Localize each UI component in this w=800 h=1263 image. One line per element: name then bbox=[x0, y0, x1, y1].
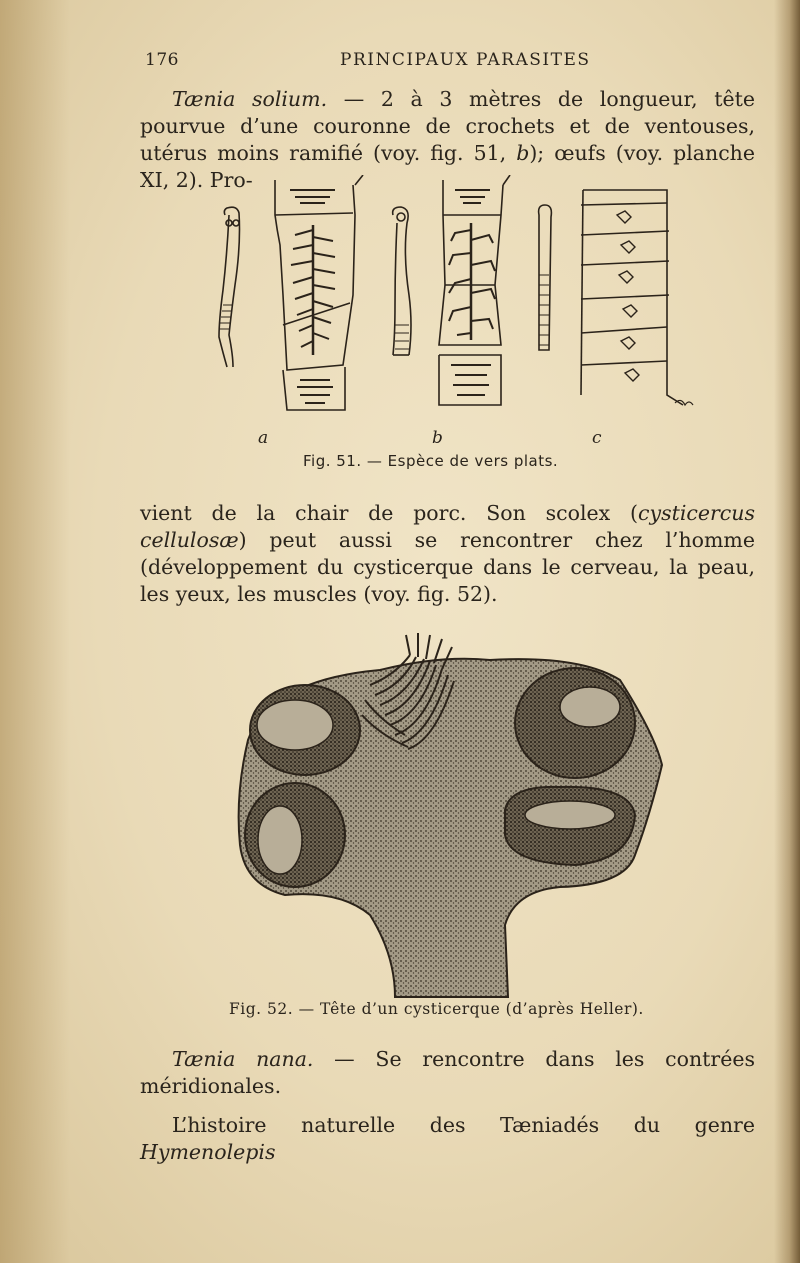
page-binding-edge bbox=[774, 0, 800, 1263]
running-title: PRINCIPAUX PARASITES bbox=[340, 50, 591, 70]
figure-label-b: b bbox=[432, 428, 443, 448]
genus-name: Hymenolepis bbox=[140, 1140, 276, 1164]
figure-52-cysticercus-head bbox=[230, 625, 670, 1000]
worm-a-thin bbox=[219, 207, 240, 367]
paragraph-scolex bbox=[140, 500, 755, 608]
figure-label-a: a bbox=[258, 428, 269, 448]
worm-b-thin bbox=[393, 207, 411, 355]
sucker-top-right bbox=[515, 668, 635, 778]
paragraph-text: — 2 à 3 mètres de longueur, tête pourvue d’une couronne de crochets et de ventouses, utérus moins ramifié (voy. fig. 51, bbox=[140, 87, 755, 165]
figure-52-caption: Fig. 52. — Tête d’un cysticerque (d’après Heller). bbox=[229, 1000, 644, 1018]
paragraph-text: vient de la chair de porc. Son scolex ( bbox=[140, 501, 638, 525]
paragraph-text: ); œufs (voy. planche XI, 2). Pro- bbox=[140, 141, 756, 192]
paragraph-hymenolepis bbox=[140, 1112, 755, 1166]
page-number: 176 bbox=[145, 50, 179, 70]
figure-51-flatworms bbox=[205, 175, 705, 430]
figure-label-c: c bbox=[592, 428, 602, 448]
page-header bbox=[145, 50, 755, 74]
worm-c-thin bbox=[539, 205, 552, 350]
sucker-top-left bbox=[250, 685, 360, 775]
proglottid-c bbox=[581, 190, 693, 405]
paragraph-text: — Se rencontre dans les contrées méridionales. bbox=[140, 1047, 755, 1098]
paragraph-text: ) peut aussi se rencontrer chez l’homme (développement du cysticerque dans le cerveau, la peau, les yeux, les muscles (voy. fig. 52). bbox=[140, 528, 755, 606]
species-name: Tænia nana. bbox=[172, 1047, 314, 1071]
figure-ref-letter: b bbox=[516, 141, 530, 165]
latin-name: cysticercus cellulosæ bbox=[140, 501, 755, 552]
paragraph-taenia-nana bbox=[140, 1046, 755, 1100]
proglottid-a bbox=[275, 175, 363, 410]
proglottid-b bbox=[439, 175, 510, 405]
sucker-bottom-left bbox=[245, 783, 345, 887]
page-shadow-left bbox=[0, 0, 70, 1263]
paragraph-text: L’histoire naturelle des Tæniadés du genre bbox=[172, 1113, 755, 1137]
species-name: Tænia solium. bbox=[172, 87, 328, 111]
sucker-bottom-right bbox=[505, 787, 635, 865]
figure-51-caption: Fig. 51. — Espèce de vers plats. bbox=[303, 452, 559, 470]
